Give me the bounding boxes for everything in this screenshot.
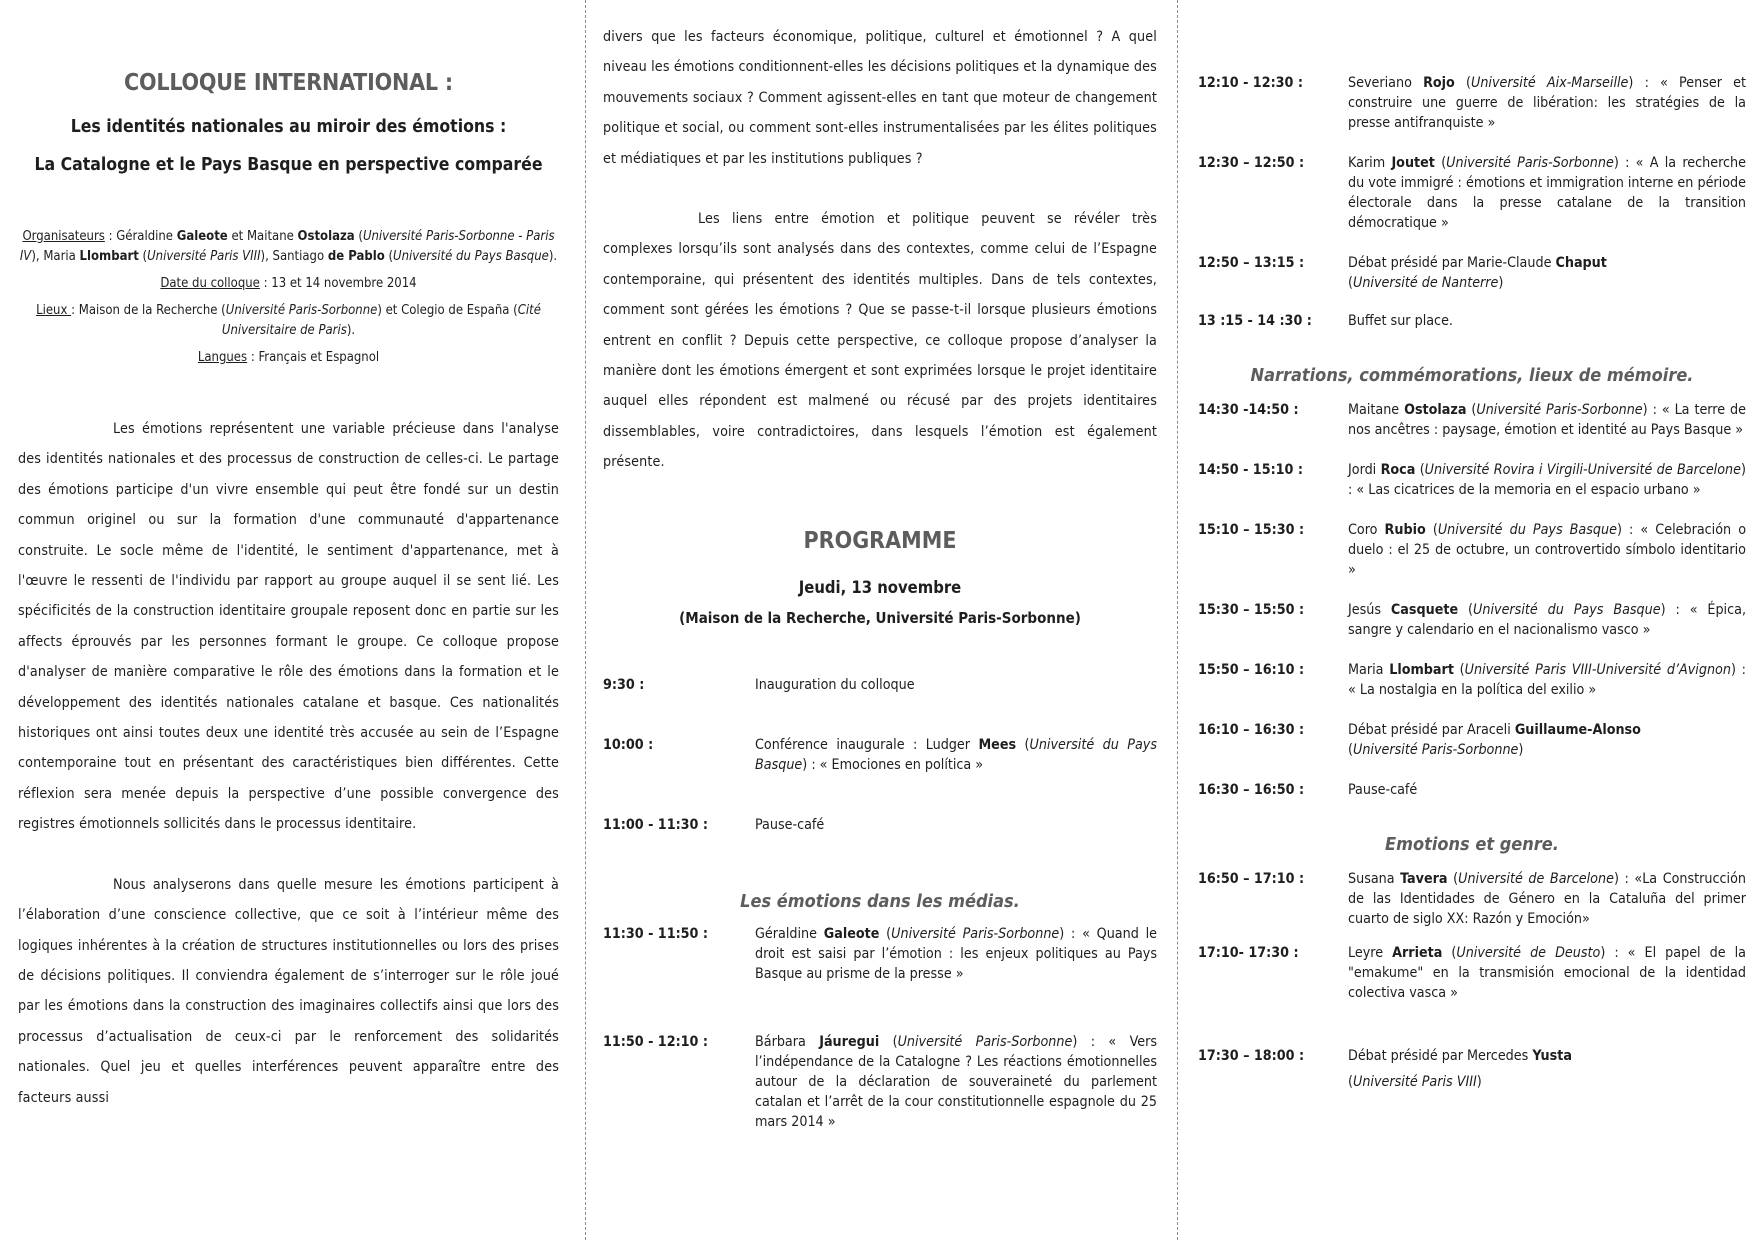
speaker-name: Joutet: [1391, 155, 1435, 171]
speaker-name: Casquete: [1390, 602, 1459, 618]
date-label: Date du colloque: [160, 276, 260, 291]
schedule-row: [1198, 520, 1746, 580]
date-value: 13 et 14 novembre 2014: [271, 276, 417, 291]
speaker-affiliation: Université Rovira i Virgili-Université de Barcelone: [1424, 462, 1741, 478]
schedule-row: [603, 1032, 1157, 1132]
event-date: Date du colloque : 13 et 14 novembre 2014: [160, 276, 417, 291]
speaker-affiliation: Université Paris-Sorbonne: [1352, 742, 1519, 758]
schedule-time: 14:30 -14:50 :: [1198, 402, 1299, 418]
schedule-time: 15:30 – 15:50 :: [1198, 602, 1305, 618]
speaker-affiliation: Université Paris VIII-Université d’Avignon: [1464, 662, 1731, 678]
schedule-time: 12:10 - 12:30 :: [1198, 75, 1303, 91]
places-label: Lieux: [36, 303, 72, 318]
programme-place: (Maison de la Recherche, Université Paris-Sorbonne): [679, 608, 1081, 627]
schedule-row: [1198, 780, 1746, 800]
schedule-desc: Débat présidé par Araceli Guillaume-Alonso (Université Paris-Sorbonne): [1348, 722, 1641, 758]
schedule-time: 16:10 – 16:30 :: [1198, 722, 1305, 738]
speaker-name: Mees: [978, 736, 1017, 753]
schedule-time: 10:00 :: [603, 736, 654, 753]
schedule-desc: Pause-café: [755, 816, 825, 833]
event-languages: Langues : Français et Espagnol: [197, 350, 380, 365]
schedule-desc: Leyre Arrieta (Université de Deusto) : « El papel de la "emakume" en la transmisión emocional de la identidad colectiva vasca »: [1348, 945, 1746, 1001]
schedule-row: [1198, 943, 1746, 1003]
speaker-affiliation: Université de Nanterre: [1352, 275, 1499, 291]
event-places: Lieux : Maison de la Recherche (Université Paris-Sorbonne) et Colegio de España (Cité Universitaire de Paris).: [36, 303, 541, 338]
speaker-name: Arrieta: [1392, 945, 1443, 961]
speaker-affiliation: Université du Pays Basque: [1437, 522, 1617, 538]
schedule-desc: Pause-café: [1348, 782, 1418, 798]
intro-paragraph-1: Les émotions représentent une variable précieuse dans l'analyse des identités nationales et des processus de construction de celles-ci. Le partage des émotions participe d'un vivre ensemble qui peut être fondé sur un destin commun originel ou sur la formation d'une communauté d'appartenance construite. Le socle même de l'identité, le sentiment d'appartenance, met à l'œuvre le ressenti de l'individu par rapport au groupe auquel il se sent lié. Les spécificités de la construction identitaire groupale reposent donc en partie sur les affects éprouvés par les personnes formant le groupe. Ce colloque propose d'analyser de manière comparative le rôle des émotions dans la formation et le développement des identités nationales catalane et basque. Ces nationalités historiques ont ainsi toutes deux une identité très accusée au sein de l’Espagne contemporaine tout en présentant des caractéristiques bien différentes. Cette réflexion sera menée depuis la perspective d’une possible convergence des registres émotionnels sollicités dans le processus identitaire.: [18, 421, 559, 833]
speaker-affiliation: Université du Pays Basque: [755, 736, 1157, 773]
intro-paragraph-2: Nous analyserons dans quelle mesure les émotions participent à l’élaboration d’une conscience collective, que ce soit à l’intérieur même des logiques inhérentes à la création de structures institutionnelles ou lors des prises de décisions politiques. Il conviendra également de s’interroger sur le rôle joué par les émotions dans la construction des imaginaires collectifs ainsi que lors des processus d’actualisation de ceux-ci par le renforcement des solidarités nationales. Quel jeu et quelles interférences peuvent apparaître entre des facteurs aussi: [18, 876, 559, 1106]
schedule-time: 11:00 - 11:30 :: [603, 816, 708, 833]
schedule-desc: Jesús Casquete (Université du Pays Basque) : « Épica, sangre y calendario en el nacionalismo vasco »: [1348, 602, 1746, 638]
subtitle-1: Les identités nationales au miroir des émotions :: [70, 117, 507, 137]
schedule-row: [1198, 153, 1746, 233]
schedule-time: 9:30 :: [603, 676, 645, 693]
schedule-desc: Maitane Ostolaza (Université Paris-Sorbonne) : « La terre de nos ancêtres : paysage, émotion et identité au Pays Basque »: [1348, 402, 1746, 438]
schedule-desc: Inauguration du colloque: [755, 676, 915, 693]
speaker-affiliation: Université Paris-Sorbonne: [1446, 155, 1614, 171]
speaker-name: Roca: [1380, 462, 1416, 478]
speaker-name: Jáuregui: [819, 1033, 880, 1050]
schedule-desc: Débat présidé par Marie-Claude Chaput (Université de Nanterre): [1348, 255, 1607, 291]
languages-label: Langues: [197, 350, 248, 365]
schedule-desc: Jordi Roca (Université Rovira i Virgili-Université de Barcelone) : « Las cicatrices de la memoria en el espacio urbano »: [1348, 462, 1746, 498]
organiser-name: Galeote: [176, 229, 228, 244]
schedule-time: 17:30 – 18:00 :: [1198, 1048, 1305, 1064]
speaker-affiliation: Université Paris VIII: [1352, 1074, 1477, 1090]
schedule-desc: Maria Llombart (Université Paris VIII-Université d’Avignon) : « La nostalgia en la política del exilio »: [1348, 662, 1746, 698]
schedule-row: [1198, 400, 1746, 440]
schedule-desc: Severiano Rojo (Université Aix-Marseille) : « Penser et construire une guerre de libération: les stratégies de la presse antifranquiste »: [1348, 75, 1746, 131]
session-title: Les émotions dans les médias.: [740, 890, 1020, 912]
column-afternoon: [1178, 0, 1754, 1240]
speaker-affiliation: Université du Pays Basque: [1473, 602, 1661, 618]
schedule-row: [603, 735, 1157, 775]
speaker-name: Galeote: [823, 925, 880, 942]
schedule-row: [603, 815, 1157, 835]
schedule-desc: Débat présidé par Mercedes Yusta (Université Paris VIII): [1348, 1048, 1572, 1090]
schedule-row: [1198, 311, 1746, 331]
subtitle-2: La Catalogne et le Pays Basque en perspective comparée: [34, 155, 543, 175]
organisers-label: Organisateurs: [22, 229, 105, 244]
schedule-row: [603, 924, 1157, 984]
document-title: COLLOQUE INTERNATIONAL :: [124, 70, 453, 96]
speaker-affiliation: Université Paris-Sorbonne: [897, 1033, 1073, 1050]
speaker-name: Rojo: [1423, 75, 1455, 91]
speaker-name: Llombart: [1389, 662, 1454, 678]
organiser-name: Llombart: [79, 249, 139, 264]
programme-title: PROGRAMME: [803, 527, 957, 554]
schedule-row: [603, 675, 1157, 695]
speaker-affiliation: Université Paris-Sorbonne: [1476, 402, 1643, 418]
speaker-affiliation: Université de Deusto: [1456, 945, 1601, 961]
schedule-row: [1198, 869, 1746, 929]
schedule-time: 11:50 - 12:10 :: [603, 1033, 708, 1050]
schedule-time: 13 :15 - 14 :30 :: [1198, 313, 1312, 329]
schedule-row: [1198, 720, 1746, 760]
schedule-desc: Karim Joutet (Université Paris-Sorbonne) : « A la recherche du vote immigré : émotions et immigration interne en période électorale dans la presse catalane de la transition démocratique »: [1348, 155, 1746, 231]
schedule-row: [1198, 460, 1746, 500]
schedule-time: 16:50 – 17:10 :: [1198, 871, 1305, 887]
speaker-name: Ostolaza: [1404, 402, 1467, 418]
schedule-row: [1198, 73, 1746, 133]
intro-paragraph-3: Les liens entre émotion et politique peuvent se révéler très complexes lorsqu’ils sont analysés dans des contextes, comme celui de l’Espagne contemporaine, qui présentent des identités multiples. Dans de tels contextes, comment sont gérées les émotions ? Que se passe-t-il lorsque plusieurs émotions entrent en conflit ? Depuis cette perspective, ce colloque propose d’analyser la manière dont les émotions émergent et sont exprimées lorsque le projet identitaire auquel elles répondent est malmené ou récusé par des projets identitaires dissemblables, voire contradictoires, dans lesquels l’émotion est également présente.: [603, 211, 1157, 471]
session-title: Emotions et genre.: [1385, 834, 1559, 855]
speaker-name: Guillaume-Alonso: [1514, 722, 1641, 738]
schedule-time: 14:50 - 15:10 :: [1198, 462, 1303, 478]
speaker-name: Tavera: [1400, 871, 1448, 887]
speaker-affiliation: Université de Barcelone: [1458, 871, 1614, 887]
column-programme: [586, 0, 1177, 1240]
schedule-row: [1198, 1043, 1746, 1095]
schedule-desc: Buffet sur place.: [1348, 313, 1453, 329]
schedule-time: 12:30 – 12:50 :: [1198, 155, 1305, 171]
schedule-time: 11:30 - 11:50 :: [603, 925, 708, 942]
schedule-time: 16:30 – 16:50 :: [1198, 782, 1305, 798]
schedule-desc: Conférence inaugurale : Ludger Mees (Université du Pays Basque) : « Emociones en política »: [755, 736, 1157, 773]
speaker-name: Yusta: [1532, 1048, 1572, 1064]
organiser-name: de Pablo: [327, 249, 385, 264]
schedule-time: 12:50 – 13:15 :: [1198, 255, 1305, 271]
schedule-row: [1198, 660, 1746, 700]
schedule-row: [1198, 253, 1746, 293]
intro-paragraph-2-continued: divers que les facteurs économique, politique, culturel et émotionnel ? A quel niveau les émotions conditionnent-elles les décisions politiques et la dynamique des mouvements sociaux ? Comment agissent-elles en tant que moteur de changement politique et social, ou comment sont-elles instrumentalisées par les élites politiques et médiatiques et par les institutions publiques ?: [603, 29, 1157, 167]
schedule-time: 15:10 – 15:30 :: [1198, 522, 1305, 538]
schedule-desc: Susana Tavera (Université de Barcelone) : «La Construcción de las Identidades de Género en la Cataluña del primer cuarto de siglo XX: Razón y Emoción»: [1348, 871, 1746, 927]
speaker-affiliation: Université Aix-Marseille: [1471, 75, 1629, 91]
schedule-desc: Bárbara Jáuregui (Université Paris-Sorbonne) : « Vers l’indépendance de la Catalogne ? Les réactions émotionnelles autour de la déclaration de souveraineté du parlement catalan et l’arrêt de la cour constitutionnelle espagnole du 25 mars 2014 »: [755, 1033, 1157, 1130]
column-intro: [0, 0, 585, 1240]
schedule-time: 15:50 – 16:10 :: [1198, 662, 1305, 678]
languages-value: Français et Espagnol: [258, 350, 380, 365]
speaker-affiliation: Université Paris-Sorbonne: [891, 925, 1060, 942]
schedule-desc: Coro Rubio (Université du Pays Basque) : « Celebración o duelo : el 25 de octubre, un controvertido símbolo identitario »: [1348, 522, 1747, 578]
organisers: Organisateurs : Géraldine Galeote et Maitane Ostolaza (Université Paris-Sorbonne - Paris IV), Maria Llombart (Université Paris VIII), Santiago de Pablo (Université du Pays Basque).: [19, 229, 558, 264]
schedule-row: [1198, 600, 1746, 640]
schedule-desc: Géraldine Galeote (Université Paris-Sorbonne) : « Quand le droit est saisi par l’émotion : les enjeux politiques au Pays Basque au prisme de la presse »: [755, 925, 1157, 982]
organiser-name: Ostolaza: [297, 229, 355, 244]
programme-day: Jeudi, 13 novembre: [798, 577, 962, 597]
speaker-name: Rubio: [1384, 522, 1426, 538]
schedule-time: 17:10- 17:30 :: [1198, 945, 1299, 961]
speaker-name: Chaput: [1555, 255, 1607, 271]
session-title: Narrations, commémorations, lieux de mémoire.: [1250, 365, 1694, 386]
